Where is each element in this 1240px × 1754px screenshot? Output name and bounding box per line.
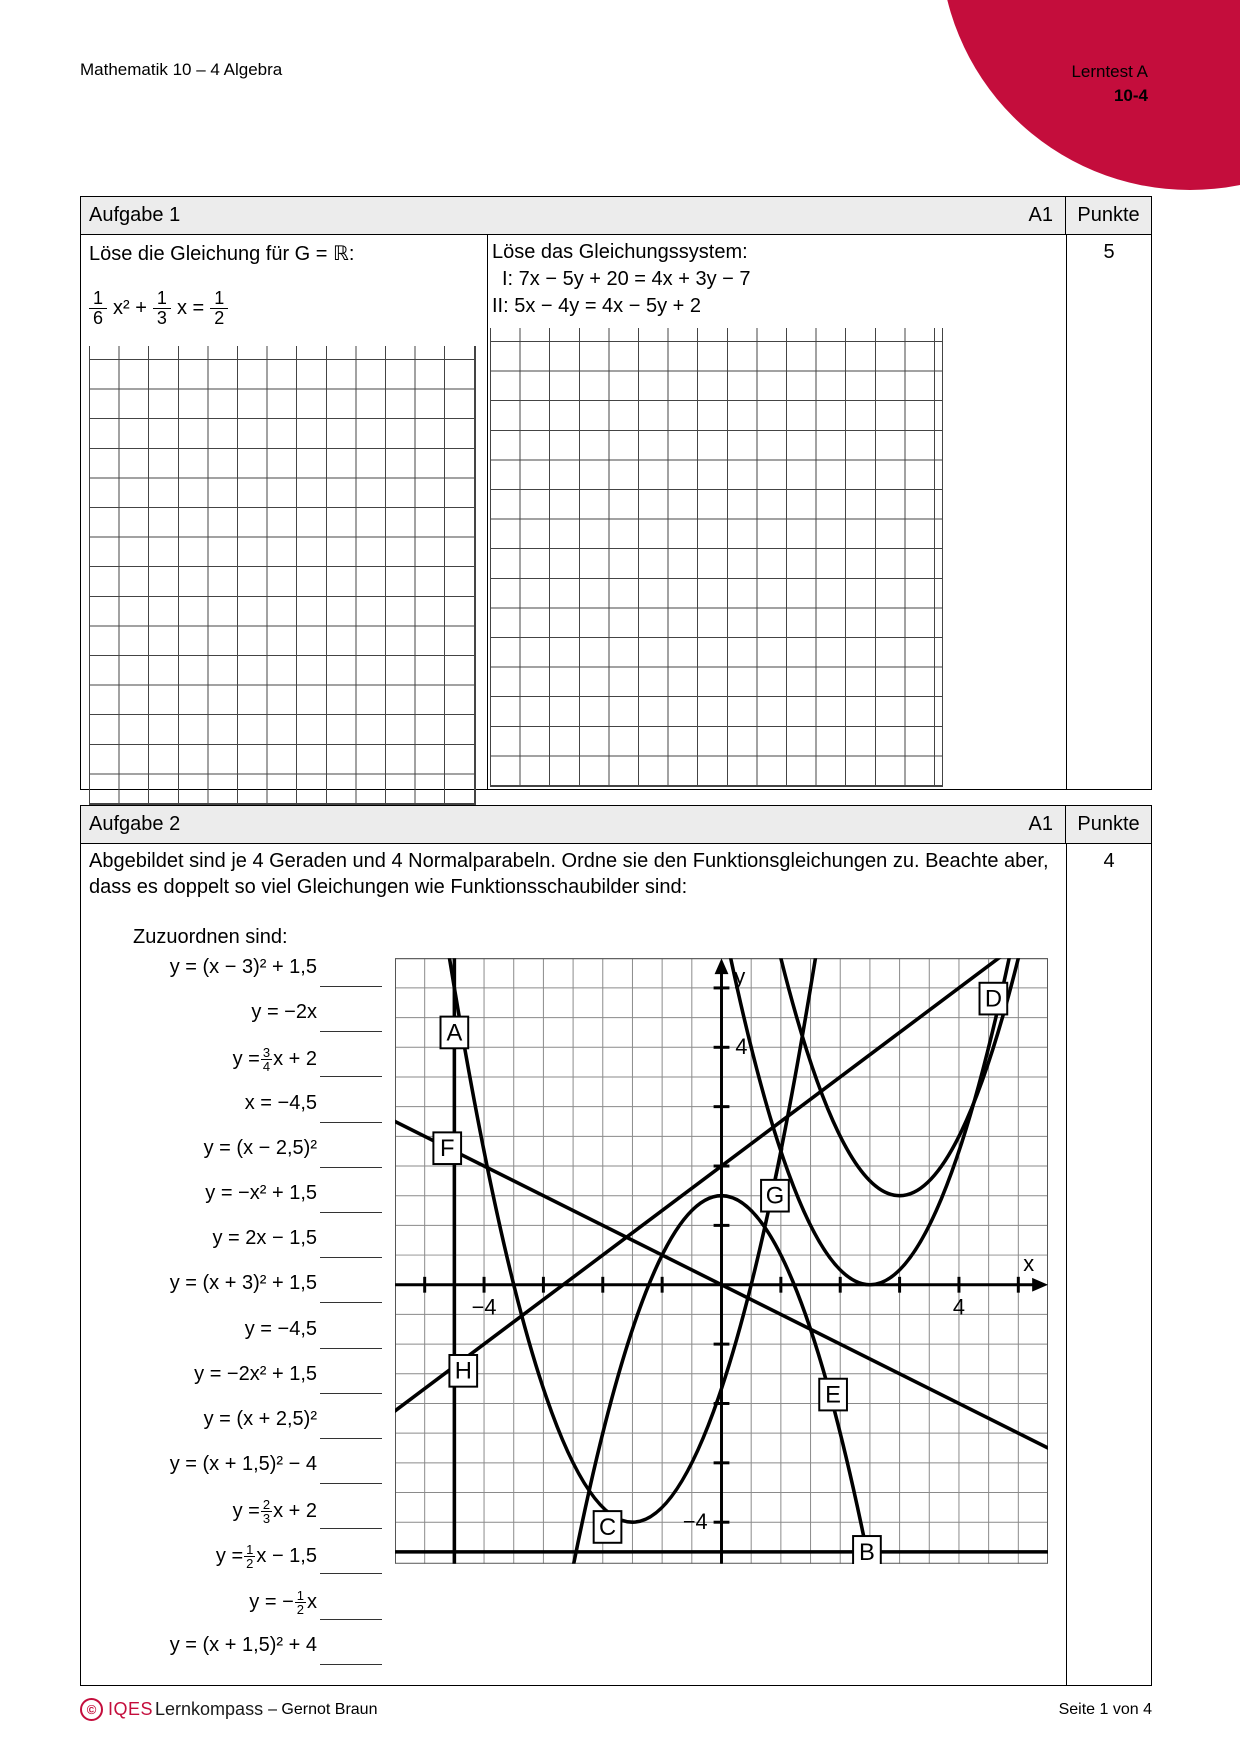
page-number: Seite 1 von 4 [1058, 1700, 1152, 1718]
task1-right-prompt: Löse das Gleichungssystem: [492, 241, 748, 263]
task1-header [81, 197, 1151, 235]
brand-iqes: IQES [108, 1699, 154, 1719]
answer-blank[interactable] [320, 1182, 382, 1213]
equation-text: y = $\frac{3}{4}$ x + 2 [232, 1045, 317, 1075]
inline-fraction: $\frac{2}{3}$ [262, 1497, 271, 1527]
equation-list [103, 956, 385, 1679]
equation-text: y = (x − 2,5)² [203, 1136, 317, 1159]
answer-grid-left[interactable] [89, 346, 476, 805]
svg-text:4: 4 [735, 1034, 748, 1060]
copyright-icon: © [80, 1698, 103, 1721]
brand-lernkompass: Lernkompass [155, 1699, 264, 1719]
task1-title: Aufgabe 1 [89, 204, 181, 226]
answer-blank[interactable] [320, 1634, 382, 1665]
coordinate-graph [395, 958, 1048, 1569]
equation-row [103, 1498, 385, 1543]
equation-row [103, 1318, 385, 1363]
equation-row [103, 1363, 385, 1408]
task1-right-cell [487, 235, 1066, 790]
svg-text:4: 4 [952, 1294, 966, 1320]
equation-text: y = (x + 3)² + 1,5 [169, 1272, 317, 1295]
curve-label-B: B [859, 1539, 875, 1564]
curve-label-H: H [454, 1358, 472, 1385]
answer-blank[interactable] [320, 1046, 382, 1077]
task1-left-cell [81, 235, 487, 790]
equation-text: y = −x² + 1,5 [205, 1181, 317, 1204]
answer-blank[interactable] [320, 1001, 382, 1032]
equation-text: y = (x + 1,5)² − 4 [169, 1453, 317, 1476]
equation-text: y = −2x² + 1,5 [194, 1362, 317, 1385]
task1-left-prompt: Löse die Gleichung für G = ℝ: [89, 243, 355, 265]
inline-fraction: $\frac{1}{2}$ [296, 1587, 304, 1617]
curve-label-C: C [598, 1514, 617, 1541]
task1-points-label: Punkte [1065, 197, 1151, 234]
task2-main-cell [81, 844, 1066, 1686]
equation-text: y = −4,5 [244, 1317, 317, 1340]
equation-row [103, 1589, 385, 1634]
fraction-1-3: $\frac{1}{3}$ [153, 289, 171, 328]
equation-text: y = − $\frac{1}{2}$ x [249, 1587, 317, 1617]
equation-row [103, 1001, 385, 1046]
equation-row [103, 956, 385, 1001]
answer-blank[interactable] [320, 1453, 382, 1484]
task1-equation [89, 280, 487, 336]
answer-blank[interactable] [320, 1408, 382, 1439]
equation-row [103, 1046, 385, 1091]
answer-blank[interactable] [320, 1498, 382, 1529]
equation-text: y = 2x − 1,5 [212, 1227, 317, 1250]
equation-text: y = (x + 1,5)² + 4 [169, 1633, 317, 1656]
equation-row [103, 1227, 385, 1272]
curve-label-D: D [984, 986, 1002, 1013]
task1-table [80, 196, 1152, 790]
answer-blank[interactable] [320, 1543, 382, 1574]
answer-blank[interactable] [320, 1092, 382, 1123]
equation-row [103, 1137, 385, 1182]
answer-blank[interactable] [320, 1137, 382, 1168]
answer-blank[interactable] [320, 1227, 382, 1258]
equation-row [103, 1634, 385, 1679]
fraction-1-2: $\frac{1}{2}$ [210, 289, 228, 328]
svg-text:−4: −4 [471, 1294, 497, 1320]
equation-text: y = $\frac{1}{2}$ x − 1,5 [215, 1542, 317, 1572]
system-equation-1: I: 7x − 5y + 20 = 4x + 3y − 7 [502, 268, 751, 290]
task2-tag: A1 [1028, 813, 1053, 835]
task1-points-value: 5 [1066, 235, 1151, 790]
svg-text:−4: −4 [682, 1509, 708, 1535]
task2-instruction: Abgebildet sind je 4 Geraden und 4 Normalparabeln. Ordne sie den Funktionsgleichungen zu. Beachte aber, dass es doppelt so viel Gleichungen wie Funktionsschaubilder sind: [89, 850, 1049, 898]
answer-blank[interactable] [320, 1363, 382, 1394]
task2-table [80, 805, 1152, 1686]
equation-row [103, 1272, 385, 1317]
equation-row [103, 1092, 385, 1137]
curve-label-G: G [765, 1183, 785, 1210]
inline-fraction: $\frac{3}{4}$ [262, 1045, 271, 1075]
fraction-1-6: $\frac{1}{6}$ [89, 289, 107, 328]
equation-row [103, 1453, 385, 1498]
badge-test-name: Lerntest A [1071, 62, 1148, 81]
course-title: Mathematik 10 – 4 Algebra [80, 60, 283, 79]
equation-text: y = $\frac{2}{3}$ x + 2 [232, 1497, 317, 1527]
svg-text:x: x [1023, 1250, 1035, 1276]
curve-label-F: F [439, 1136, 455, 1163]
graph-svg [395, 958, 1048, 1564]
answer-blank[interactable] [320, 1589, 382, 1620]
equation-text: y = (x − 3)² + 1,5 [169, 956, 317, 978]
equation-row [103, 1182, 385, 1227]
equation-text: x = −4,5 [244, 1091, 317, 1114]
svg-text:y: y [734, 963, 746, 989]
assign-label: Zuzuordnen sind: [133, 926, 288, 948]
equation-text: y = −2x [251, 1001, 317, 1024]
answer-blank[interactable] [320, 956, 382, 987]
equation-term1: x² + [113, 296, 147, 319]
task2-points-label: Punkte [1065, 806, 1151, 843]
system-equation-2: II: 5x − 4y = 4x − 5y + 2 [492, 295, 702, 317]
corner-badge [940, 0, 1240, 190]
task1-body [81, 235, 1151, 790]
equation-row [103, 1543, 385, 1588]
equation-term2: x = [176, 296, 205, 319]
publisher-logo [80, 1698, 377, 1721]
equation-row [103, 1408, 385, 1453]
curve-label-E: E [825, 1382, 842, 1409]
answer-blank[interactable] [320, 1318, 382, 1349]
badge-test-code: 10-4 [1113, 86, 1148, 105]
task1-tag: A1 [1028, 204, 1053, 226]
task2-title: Aufgabe 2 [89, 813, 181, 835]
author-name: – Gernot Braun [268, 1700, 378, 1718]
page-footer [80, 1698, 1152, 1721]
answer-grid-right[interactable] [490, 328, 943, 787]
curve-label-A: A [446, 1020, 463, 1047]
inline-fraction: $\frac{1}{2}$ [246, 1542, 254, 1572]
equation-text: y = (x + 2,5)² [203, 1407, 317, 1430]
task2-points-value: 4 [1066, 844, 1151, 1686]
answer-blank[interactable] [320, 1272, 382, 1303]
task2-body [81, 844, 1151, 1686]
task2-header [81, 806, 1151, 844]
